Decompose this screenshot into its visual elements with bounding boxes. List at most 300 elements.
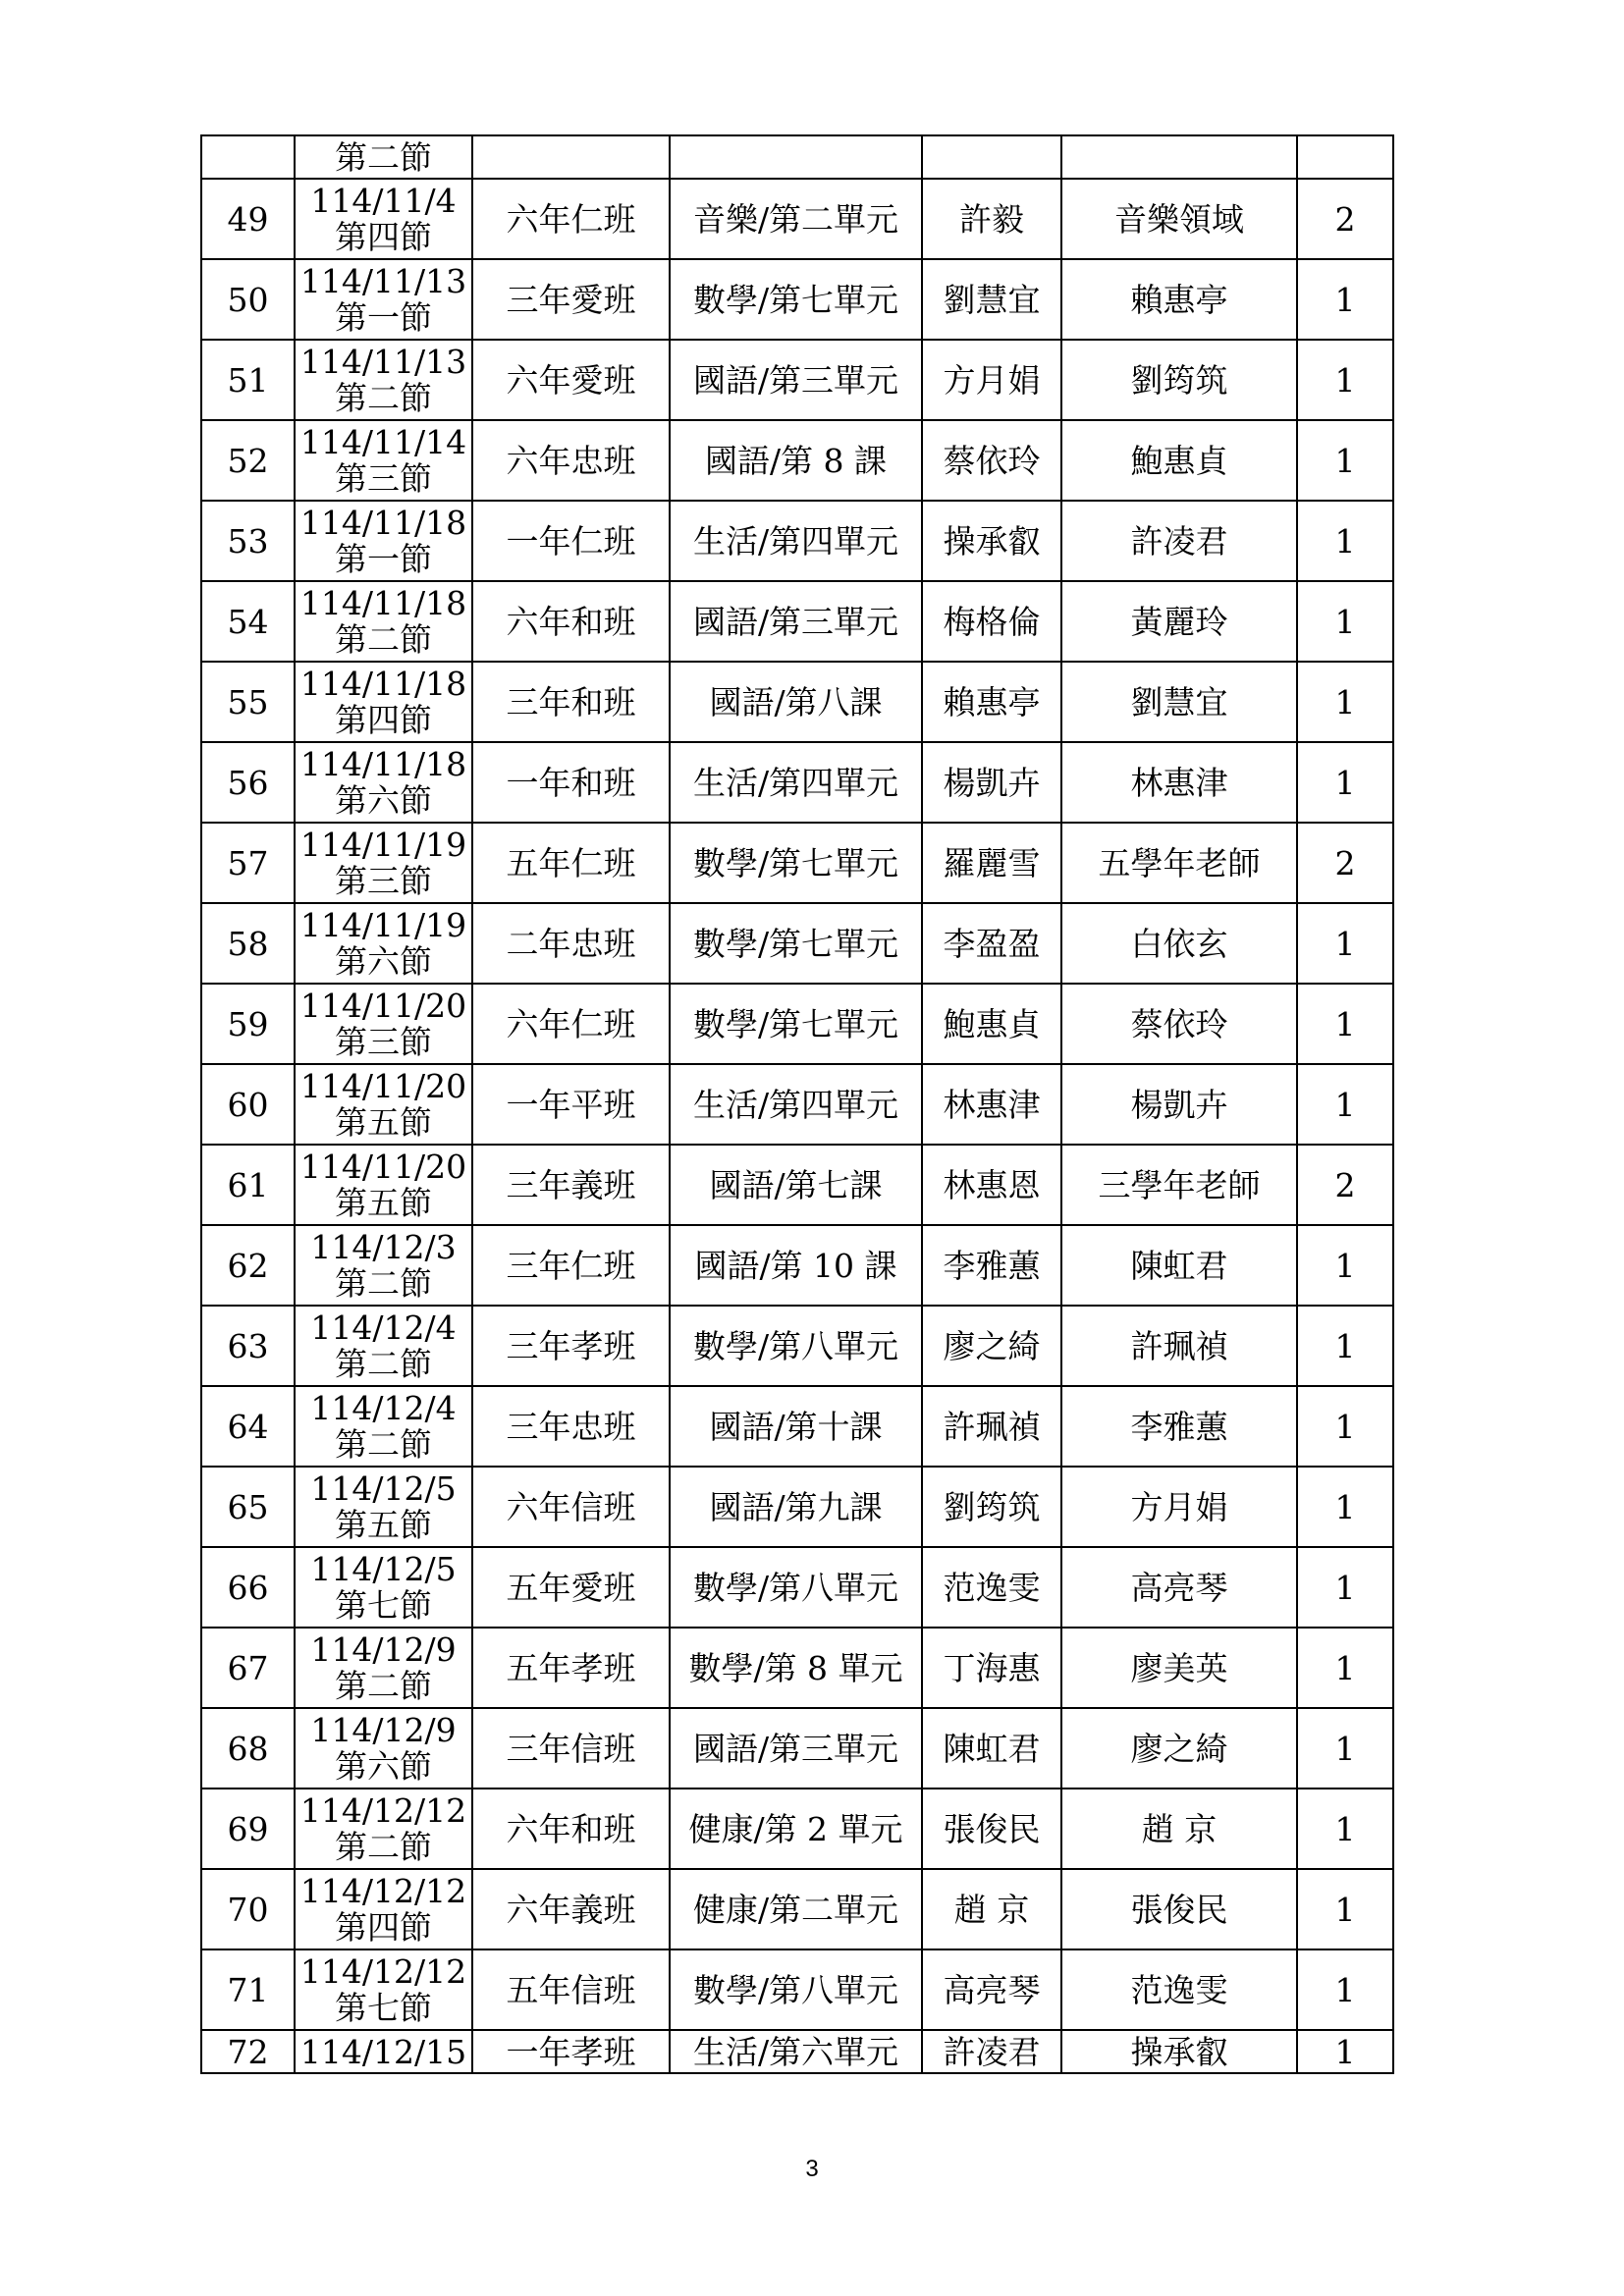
cell-observer (1061, 742, 1297, 823)
observer-count: 1 (1334, 441, 1356, 480)
cell-class (472, 662, 670, 742)
teacher-name: 趙 京 (953, 1890, 1030, 1929)
cell-class (472, 1708, 670, 1789)
table-row (201, 179, 1393, 259)
cell-observer (1061, 179, 1297, 259)
cell-subject (670, 1386, 922, 1467)
cell-subject (670, 1949, 922, 2030)
cell-count (1297, 1306, 1393, 1386)
cell-class (472, 179, 670, 259)
cell-count (1297, 501, 1393, 581)
row-number: 68 (227, 1729, 269, 1768)
cell-teacher (922, 1628, 1061, 1708)
table-row (201, 259, 1393, 340)
cell-subject (670, 420, 922, 501)
cell-subject (670, 903, 922, 984)
observer-count: 1 (1334, 1004, 1356, 1043)
cell-period: 第二節 (335, 620, 432, 659)
cell-subject (670, 1306, 922, 1386)
date-period-stack (296, 988, 471, 1060)
cell-class (472, 1225, 670, 1306)
observer-name: 許凌君 (1130, 521, 1228, 561)
cell-date: 114/12/5 (310, 1469, 457, 1508)
date-period-stack (296, 263, 471, 336)
cell-observer (1061, 501, 1297, 581)
class-name: 三年愛班 (506, 280, 636, 319)
table-row (201, 1949, 1393, 2030)
row-number: 53 (227, 521, 269, 561)
cell-date-period (295, 662, 472, 742)
cell-observer (1061, 1628, 1297, 1708)
teacher-name: 許毅 (959, 199, 1024, 239)
teacher-name: 高亮琴 (943, 1970, 1041, 2009)
row-number: 50 (227, 280, 269, 319)
cell-teacher (922, 742, 1061, 823)
subject-unit: 數學/第七單元 (692, 280, 899, 319)
cell-teacher (922, 1708, 1061, 1789)
teacher-name: 許凌君 (943, 2032, 1041, 2071)
date-period-stack (296, 344, 471, 416)
cell-no (201, 1064, 295, 1145)
cell-date-period (295, 340, 472, 420)
cell-teacher (922, 1467, 1061, 1547)
observer-name: 劉慧宜 (1130, 682, 1228, 721)
cell-class (472, 823, 670, 903)
subject-unit: 生活/第六單元 (692, 2032, 899, 2071)
table-row (201, 1628, 1393, 1708)
cell-subject (670, 1547, 922, 1628)
observer-count: 1 (1334, 1487, 1356, 1526)
table-row (201, 742, 1393, 823)
subject-unit: 國語/第三單元 (692, 602, 899, 641)
cell-subject (670, 1628, 922, 1708)
cell-subject (670, 501, 922, 581)
cell-no (201, 1789, 295, 1869)
row-number: 57 (227, 843, 269, 882)
cell-period: 第二節 (335, 379, 432, 417)
cell-class (472, 1386, 670, 1467)
observer-name: 陳虹君 (1130, 1246, 1228, 1285)
cell-teacher (922, 1949, 1061, 2030)
date-period-stack (296, 1470, 471, 1543)
cell-date: 114/11/13 (299, 262, 467, 300)
class-name: 三年仁班 (506, 1246, 636, 1285)
subject-unit: 數學/第七單元 (692, 1004, 899, 1043)
cell-class (472, 903, 670, 984)
cell-date: 114/11/20 (299, 1148, 467, 1186)
table-row (201, 1467, 1393, 1547)
cell-count (1297, 1789, 1393, 1869)
cell-date-period (295, 1547, 472, 1628)
date-period-stack (296, 183, 471, 255)
cell-subject (670, 135, 922, 179)
cell-no (201, 1708, 295, 1789)
cell-teacher (922, 259, 1061, 340)
row-number: 49 (227, 199, 269, 239)
class-name: 一年孝班 (506, 2032, 636, 2071)
observer-count: 1 (1334, 924, 1356, 963)
cell-class (472, 1789, 670, 1869)
cell-subject (670, 823, 922, 903)
cell-teacher (922, 1145, 1061, 1225)
cell-count (1297, 135, 1393, 179)
cell-date-period (295, 823, 472, 903)
row-number: 63 (227, 1326, 269, 1365)
cell-no (201, 903, 295, 984)
cell-subject (670, 1869, 922, 1949)
teacher-name: 劉慧宜 (943, 280, 1041, 319)
class-name: 五年信班 (506, 1970, 636, 2009)
observer-count: 1 (1334, 1648, 1356, 1687)
observer-name: 趙 京 (1141, 1809, 1218, 1848)
observer-count: 1 (1334, 1326, 1356, 1365)
class-name: 三年義班 (506, 1165, 636, 1204)
cell-no (201, 984, 295, 1064)
observer-count: 1 (1334, 1970, 1356, 2009)
observer-name: 范逸雯 (1130, 1970, 1228, 2009)
cell-teacher (922, 420, 1061, 501)
row-number: 55 (227, 682, 269, 721)
observer-name: 許珮禎 (1130, 1326, 1228, 1365)
cell-observer (1061, 1708, 1297, 1789)
cell-count (1297, 984, 1393, 1064)
cell-date-period (295, 1225, 472, 1306)
subject-unit: 健康/第二單元 (692, 1890, 899, 1929)
cell-no (201, 662, 295, 742)
cell-no (201, 501, 295, 581)
cell-teacher (922, 340, 1061, 420)
cell-date-period (295, 179, 472, 259)
subject-unit: 國語/第九課 (709, 1487, 883, 1526)
observer-name: 廖之綺 (1130, 1729, 1228, 1768)
date-period-stack (296, 424, 471, 497)
table-row (201, 2030, 1393, 2073)
table-row (201, 662, 1393, 742)
cell-subject (670, 259, 922, 340)
observer-name: 蔡依玲 (1130, 1004, 1228, 1043)
teacher-name: 陳虹君 (943, 1729, 1041, 1768)
table-row (201, 340, 1393, 420)
cell-observer (1061, 135, 1297, 179)
cell-count (1297, 1628, 1393, 1708)
cell-date: 114/12/4 (310, 1308, 457, 1347)
subject-unit: 國語/第 10 課 (694, 1246, 897, 1285)
teacher-name: 張俊民 (943, 1809, 1041, 1848)
class-name: 六年愛班 (506, 360, 636, 400)
cell-teacher (922, 2030, 1061, 2073)
subject-unit: 音樂/第二單元 (692, 199, 899, 239)
class-name: 三年信班 (506, 1729, 636, 1768)
observer-count: 1 (1334, 1890, 1356, 1929)
observer-name: 鮑惠貞 (1130, 441, 1228, 480)
cell-observer (1061, 903, 1297, 984)
row-number: 64 (227, 1407, 269, 1446)
cell-period: 第四節 (335, 1908, 432, 1947)
date-period-stack (296, 1631, 471, 1704)
subject-unit: 國語/第七課 (709, 1165, 883, 1204)
cell-date: 114/12/12 (299, 1952, 467, 1991)
cell-observer (1061, 420, 1297, 501)
cell-date: 114/11/14 (299, 423, 467, 461)
cell-date: 114/12/3 (310, 1228, 457, 1266)
cell-observer (1061, 581, 1297, 662)
cell-period: 第三節 (335, 459, 432, 498)
observer-count: 2 (1334, 199, 1356, 239)
subject-unit: 國語/第十課 (709, 1407, 883, 1446)
cell-date-period (295, 742, 472, 823)
table-row (201, 903, 1393, 984)
date-period-stack (296, 585, 471, 658)
teacher-name: 賴惠亭 (943, 682, 1041, 721)
subject-unit: 數學/第 8 單元 (688, 1648, 903, 1687)
observer-count: 1 (1334, 1407, 1356, 1446)
observation-schedule-table (200, 134, 1394, 2074)
cell-no (201, 1225, 295, 1306)
subject-unit: 生活/第四單元 (692, 1085, 899, 1124)
observer-name: 廖美英 (1130, 1648, 1228, 1687)
observer-name: 高亮琴 (1130, 1568, 1228, 1607)
cell-teacher (922, 984, 1061, 1064)
table-row (201, 823, 1393, 903)
cell-observer (1061, 1547, 1297, 1628)
subject-unit: 健康/第 2 單元 (688, 1809, 903, 1848)
cell-class (472, 1064, 670, 1145)
row-number: 62 (227, 1246, 269, 1285)
cell-class (472, 1949, 670, 2030)
row-number: 61 (227, 1165, 269, 1204)
cell-no (201, 340, 295, 420)
date-period-stack (296, 2034, 471, 2070)
observer-name: 方月娟 (1130, 1487, 1228, 1526)
date-period-stack (296, 907, 471, 980)
cell-class (472, 581, 670, 662)
subject-unit: 數學/第七單元 (692, 843, 899, 882)
observer-name: 操承叡 (1130, 2032, 1228, 2071)
cell-class (472, 135, 670, 179)
table-row (201, 581, 1393, 662)
observer-count: 1 (1334, 682, 1356, 721)
cell-count (1297, 1225, 1393, 1306)
class-name: 五年愛班 (506, 1568, 636, 1607)
cell-date: 114/11/18 (299, 665, 467, 703)
cell-class (472, 340, 670, 420)
class-name: 二年忠班 (506, 924, 636, 963)
date-period-stack (296, 1712, 471, 1785)
cell-period: 第二節 (335, 137, 432, 177)
teacher-name: 鮑惠貞 (943, 1004, 1041, 1043)
cell-period: 第三節 (335, 1023, 432, 1061)
teacher-name: 羅麗雪 (943, 843, 1041, 882)
cell-no (201, 1145, 295, 1225)
table-row (201, 501, 1393, 581)
row-number: 72 (227, 2032, 269, 2071)
observer-count: 1 (1334, 1246, 1356, 1285)
subject-unit: 生活/第四單元 (692, 521, 899, 561)
cell-no (201, 581, 295, 662)
subject-unit: 國語/第八課 (709, 682, 883, 721)
row-number: 70 (227, 1890, 269, 1929)
cell-observer (1061, 259, 1297, 340)
observer-count: 1 (1334, 763, 1356, 802)
cell-date-period (295, 1869, 472, 1949)
cell-count (1297, 2030, 1393, 2073)
cell-date: 114/11/19 (299, 826, 467, 864)
cell-count (1297, 179, 1393, 259)
cell-subject (670, 1145, 922, 1225)
observer-count: 1 (1334, 280, 1356, 319)
cell-date: 114/12/15 (299, 2032, 467, 2071)
class-name: 五年仁班 (506, 843, 636, 882)
cell-count (1297, 1467, 1393, 1547)
cell-teacher (922, 903, 1061, 984)
subject-unit: 數學/第八單元 (692, 1326, 899, 1365)
teacher-name: 林惠津 (943, 1085, 1041, 1124)
cell-date-period (295, 420, 472, 501)
observer-name: 李雅蕙 (1130, 1407, 1228, 1446)
table-row (201, 420, 1393, 501)
cell-teacher (922, 1789, 1061, 1869)
cell-teacher (922, 1064, 1061, 1145)
cell-subject (670, 984, 922, 1064)
date-period-stack (296, 1551, 471, 1624)
cell-date-period (295, 1386, 472, 1467)
cell-date: 114/12/12 (299, 1791, 467, 1830)
cell-period: 第六節 (335, 781, 432, 820)
cell-subject (670, 1708, 922, 1789)
cell-class (472, 2030, 670, 2073)
date-period-stack (296, 827, 471, 899)
cell-observer (1061, 1306, 1297, 1386)
cell-period: 第五節 (335, 1506, 432, 1544)
cell-date: 114/11/4 (310, 182, 457, 220)
cell-observer (1061, 1064, 1297, 1145)
cell-period: 第七節 (335, 1989, 432, 2027)
cell-subject (670, 1467, 922, 1547)
cell-count (1297, 1708, 1393, 1789)
row-number: 71 (227, 1970, 269, 2009)
cell-period: 第四節 (335, 218, 432, 256)
cell-count (1297, 1869, 1393, 1949)
cell-no (201, 179, 295, 259)
date-period-stack (296, 1873, 471, 1946)
cell-teacher (922, 1225, 1061, 1306)
cell-class (472, 742, 670, 823)
cell-date-period (295, 903, 472, 984)
date-period-stack (296, 505, 471, 577)
cell-no (201, 1386, 295, 1467)
row-number: 69 (227, 1809, 269, 1848)
subject-unit: 國語/第三單元 (692, 1729, 899, 1768)
cell-no (201, 420, 295, 501)
class-name: 三年孝班 (506, 1326, 636, 1365)
cell-date-period (295, 1467, 472, 1547)
cell-count (1297, 1949, 1393, 2030)
teacher-name: 許珮禎 (943, 1407, 1041, 1446)
cell-subject (670, 2030, 922, 2073)
teacher-name: 梅格倫 (943, 602, 1041, 641)
cell-date: 114/12/9 (310, 1630, 457, 1669)
cell-observer (1061, 340, 1297, 420)
cell-observer (1061, 1869, 1297, 1949)
cell-subject (670, 581, 922, 662)
cell-count (1297, 823, 1393, 903)
cell-observer (1061, 2030, 1297, 2073)
cell-class (472, 420, 670, 501)
cell-no (201, 742, 295, 823)
cell-no (201, 1949, 295, 2030)
cell-date-period (295, 1789, 472, 1869)
cell-class (472, 1628, 670, 1708)
table-row (201, 1225, 1393, 1306)
cell-subject (670, 340, 922, 420)
class-name: 一年平班 (506, 1085, 636, 1124)
page-number: 3 (805, 2156, 819, 2182)
date-period-stack (296, 1953, 471, 2026)
table-row (201, 1789, 1393, 1869)
class-name: 六年信班 (506, 1487, 636, 1526)
row-number: 67 (227, 1648, 269, 1687)
teacher-name: 李雅蕙 (943, 1246, 1041, 1285)
cell-period: 第四節 (335, 701, 432, 739)
table-row (201, 1869, 1393, 1949)
cell-teacher (922, 581, 1061, 662)
cell-teacher (922, 135, 1061, 179)
observer-count: 1 (1334, 1085, 1356, 1124)
cell-no (201, 2030, 295, 2073)
cell-period: 第六節 (335, 1747, 432, 1786)
row-number: 51 (227, 360, 269, 400)
cell-observer (1061, 662, 1297, 742)
class-name: 六年義班 (506, 1890, 636, 1929)
observer-name: 張俊民 (1130, 1890, 1228, 1929)
cell-subject (670, 742, 922, 823)
cell-date: 114/11/18 (299, 745, 467, 783)
cell-subject (670, 179, 922, 259)
observer-count: 2 (1334, 843, 1356, 882)
cell-no (201, 823, 295, 903)
cell-class (472, 984, 670, 1064)
observer-count: 1 (1334, 521, 1356, 561)
teacher-name: 林惠恩 (943, 1165, 1041, 1204)
cell-period: 第二節 (335, 1828, 432, 1866)
table-row (201, 1708, 1393, 1789)
cell-subject (670, 1789, 922, 1869)
observer-name: 白依玄 (1130, 924, 1228, 963)
cell-count (1297, 903, 1393, 984)
cell-class (472, 1306, 670, 1386)
date-period-stack (296, 1148, 471, 1221)
row-number: 56 (227, 763, 269, 802)
cell-observer (1061, 823, 1297, 903)
date-period-stack (296, 1390, 471, 1463)
table-row (201, 1306, 1393, 1386)
row-number: 65 (227, 1487, 269, 1526)
cell-count (1297, 1547, 1393, 1628)
cell-date: 114/12/4 (310, 1389, 457, 1427)
teacher-name: 李盈盈 (943, 924, 1041, 963)
cell-period: 第二節 (335, 1264, 432, 1303)
cell-observer (1061, 1467, 1297, 1547)
row-number: 52 (227, 441, 269, 480)
cell-period: 第二節 (335, 1667, 432, 1705)
cell-subject (670, 662, 922, 742)
cell-teacher (922, 1547, 1061, 1628)
class-name: 六年和班 (506, 602, 636, 641)
cell-count (1297, 1064, 1393, 1145)
cell-date-period (295, 1064, 472, 1145)
row-number: 66 (227, 1568, 269, 1607)
cell-period: 第五節 (335, 1184, 432, 1222)
